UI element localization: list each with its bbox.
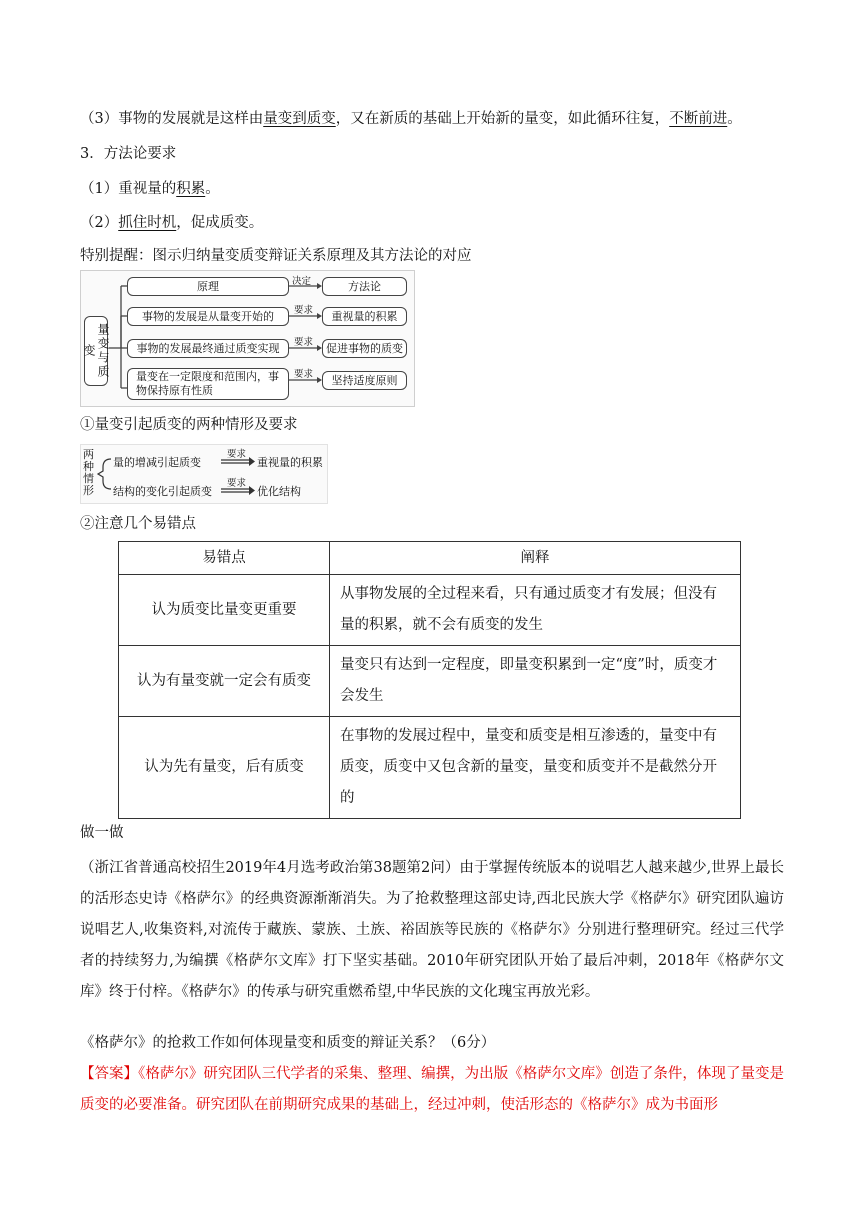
link-label: 要求: [294, 337, 314, 348]
method-2-line: （2）抓住时机，促成质变。: [80, 215, 264, 231]
link-label: 要求: [227, 449, 247, 460]
question-line: 《格萨尔》的抢救工作如何体现量变和质变的辩证关系？（6分）: [80, 1035, 496, 1051]
link-label: 要求: [227, 478, 247, 489]
subheading-two-cases: ①量变引起质变的两种情形及要求: [80, 417, 298, 433]
diagram-root-label: 两种情形: [83, 448, 94, 497]
case-label: 结构的变化引起质变: [113, 485, 212, 498]
diagram-root-node: 量变与质变: [84, 316, 108, 386]
link-label: 要求: [294, 369, 314, 380]
underlined-term: 积累: [176, 181, 206, 197]
method-box: 重视量的积累: [322, 307, 407, 326]
table-row: [119, 717, 741, 819]
principle-methodology-diagram: [80, 270, 415, 407]
error-point-cell: 认为先有量变，后有质变: [119, 717, 330, 819]
column-header: 阐释: [330, 542, 741, 575]
explanation-cell: 量变只有达到一定程度，即量变积累到一定“度”时，质变才会发生: [330, 646, 741, 717]
table-header-row: [119, 542, 741, 575]
requirement-label: 重视量的积累: [257, 456, 323, 469]
header-principle: 原理: [127, 277, 289, 296]
header-methodology: 方法论: [322, 277, 407, 296]
table-row: [119, 575, 741, 646]
principle-box: 事物的发展最终通过质变实现: [127, 339, 289, 358]
link-label: 要求: [294, 305, 314, 316]
column-header: 易错点: [119, 542, 330, 575]
underlined-term: 量变到质变: [263, 111, 336, 127]
explanation-cell: 在事物的发展过程中，量变和质变是相互渗透的，量变中有质变，质变中又包含新的量变，量变和质变并不是截然分开的: [330, 717, 741, 819]
error-point-cell: 认为有量变就一定会有质变: [119, 646, 330, 717]
underlined-term: 抓住时机: [118, 215, 177, 231]
principle-box: 事物的发展是从量变开始的: [127, 307, 289, 326]
answer-label: 【答案】: [80, 1066, 139, 1082]
answer-paragraph: [80, 1059, 784, 1121]
two-cases-diagram: [80, 444, 328, 504]
practice-heading: 做一做: [80, 825, 124, 841]
common-errors-table: [118, 541, 741, 819]
link-label: 决定: [292, 276, 312, 287]
table-row: [119, 646, 741, 717]
principle-3-line: （3）事物的发展就是这样由量变到质变，又在新质的基础上开始新的量变，如此循环往复，不断前进。: [80, 111, 742, 127]
requirement-label: 优化结构: [257, 485, 301, 498]
error-point-cell: 认为质变比量变更重要: [119, 575, 330, 646]
principle-box: 量变在一定限度和范围内，事物保持原有性质: [127, 368, 289, 400]
explanation-cell: 从事物发展的全过程来看，只有通过质变才有发展；但没有量的积累，就不会有质变的发生: [330, 575, 741, 646]
underlined-term: 不断前进: [669, 111, 728, 127]
method-1-line: （1）重视量的积累。: [80, 181, 220, 197]
answer-text: 《格萨尔》研究团队三代学者的采集、整理、编撰，为出版《格萨尔文库》创造了条件，体现了量变是质变的必要准备。研究团队在前期研究成果的基础上，经过冲刺，使活形态的《格萨尔》成为书面形: [80, 1066, 784, 1113]
question-passage: （浙江省普通高校招生2019年4月选考政治第38题第2问）由于掌握传统版本的说唱艺人越来越少,世界上最长的活形态史诗《格萨尔》的经典资源渐渐消失。为了抢救整理这部史诗,西北民族大学《格萨尔》研究团队遍访说唱艺人,收集资料,对流传于藏族、蒙族、土族、裕固族等民族的《格萨尔》分别进行整理研究。经过三代学者的持续努力,为编撰《格萨尔文库》打下坚实基础。2010年研究团队开始了最后冲刺，2018年《格萨尔文库》终于付梓。《格萨尔》的传承与研究重燃希望,中华民族的文化瑰宝再放光彩。: [80, 860, 784, 1000]
method-box: 坚持适度原则: [322, 371, 407, 390]
method-box: 促进事物的质变: [322, 339, 407, 358]
case-label: 量的增减引起质变: [113, 456, 201, 469]
section-heading-methodology: 3．方法论要求: [80, 146, 177, 162]
special-tip: 特别提醒：图示归纳量变质变辩证关系原理及其方法论的对应: [80, 248, 472, 264]
subheading-common-errors: ②注意几个易错点: [80, 516, 196, 532]
